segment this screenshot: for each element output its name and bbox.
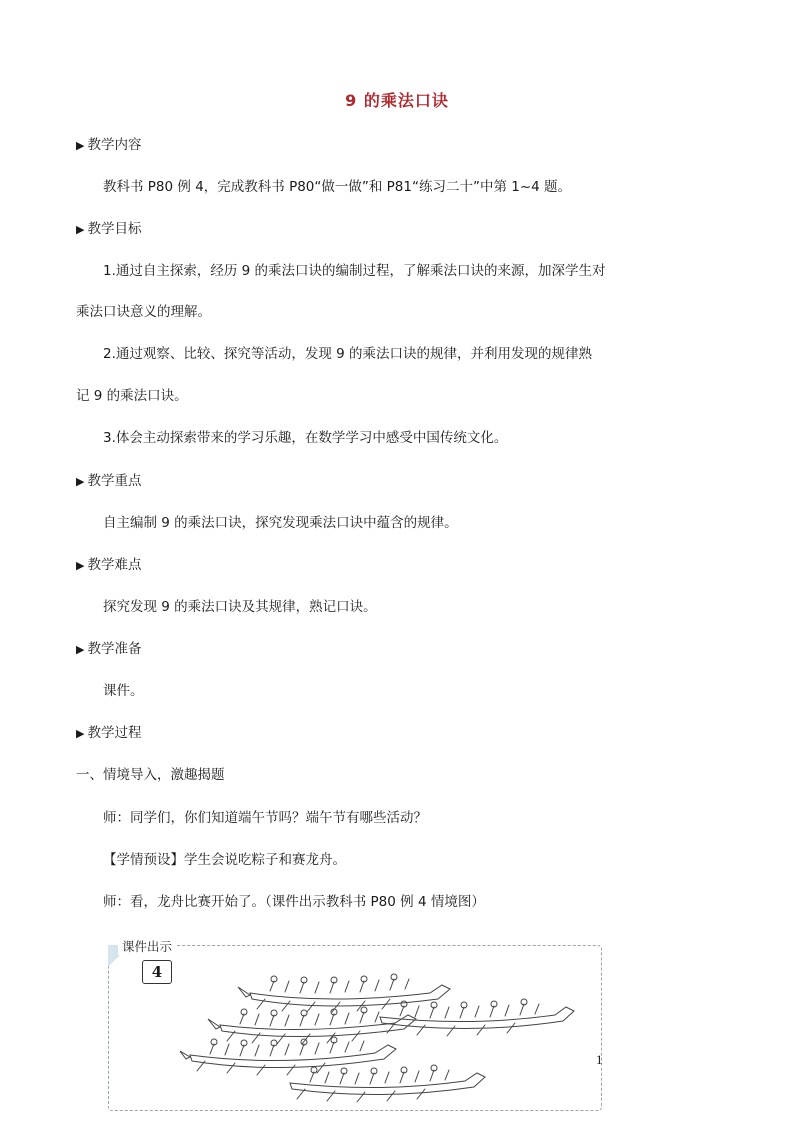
triangle-bullet-icon: ▶ xyxy=(76,475,85,488)
page-number: 1 xyxy=(596,1052,603,1067)
section-heading-content: ▶ 教学内容 xyxy=(76,137,142,153)
dragon-boats-illustration-icon xyxy=(180,955,580,1105)
section-body-content: 教科书 P80 例 4，完成教科书 P80“做一做”和 P81“练习二十”中第 1~4 题。 xyxy=(103,179,572,195)
dragon-boat-icon xyxy=(208,1007,416,1044)
objective-line: 1.通过自主探索，经历 9 的乘法口诀的编制过程，了解乘法口诀的来源，加深学生对 xyxy=(103,263,606,279)
triangle-bullet-icon: ▶ xyxy=(76,643,85,656)
section-heading-difficulties: ▶ 教学难点 xyxy=(76,557,142,573)
objective-line: 乘法口诀意义的理解。 xyxy=(76,304,211,320)
objective-line: 2.通过观察、比较、探究等活动，发现 9 的乘法口诀的规律，并利用发现的规律熟 xyxy=(103,346,593,362)
objective-line: 记 9 的乘法口诀。 xyxy=(76,388,188,404)
section-heading-process: ▶ 教学过程 xyxy=(76,725,142,741)
dragon-boat-icon xyxy=(180,1037,396,1075)
triangle-bullet-icon: ▶ xyxy=(76,139,85,152)
triangle-bullet-icon: ▶ xyxy=(76,223,85,236)
page-title: 9 的乘法口诀 xyxy=(345,91,449,110)
section-body-key-points: 自主编制 9 的乘法口诀，探究发现乘法口诀中蕴含的规律。 xyxy=(103,515,458,531)
objective-line: 3.体会主动探索带来的学习乐趣，在数学学习中感受中国传统文化。 xyxy=(103,430,508,446)
dragon-boat-icon xyxy=(238,974,450,1012)
section-heading-objectives: ▶ 教学目标 xyxy=(76,221,142,237)
section-heading-key-points: ▶ 教学重点 xyxy=(76,473,142,489)
dragon-boat-icon xyxy=(380,999,574,1036)
triangle-bullet-icon: ▶ xyxy=(76,559,85,572)
callout-label: 课件出示 xyxy=(118,937,176,955)
section-body-difficulties: 探究发现 9 的乘法口诀及其规律，熟记口诀。 xyxy=(103,599,377,615)
section-body-preparation: 课件。 xyxy=(103,683,144,699)
example-number-badge: 4 xyxy=(142,960,172,984)
triangle-bullet-icon: ▶ xyxy=(76,727,85,740)
section-heading-preparation: ▶ 教学准备 xyxy=(76,641,142,657)
part-one-title: 一、情境导入，激趣揭题 xyxy=(76,767,225,783)
dialogue-line: 师：同学们，你们知道端午节吗？端午节有哪些活动？ xyxy=(103,810,427,826)
dialogue-line: 【学情预设】学生会说吃粽子和赛龙舟。 xyxy=(103,852,346,868)
dialogue-line: 师：看，龙舟比赛开始了。（课件出示教科书 P80 例 4 情境图） xyxy=(103,894,485,910)
